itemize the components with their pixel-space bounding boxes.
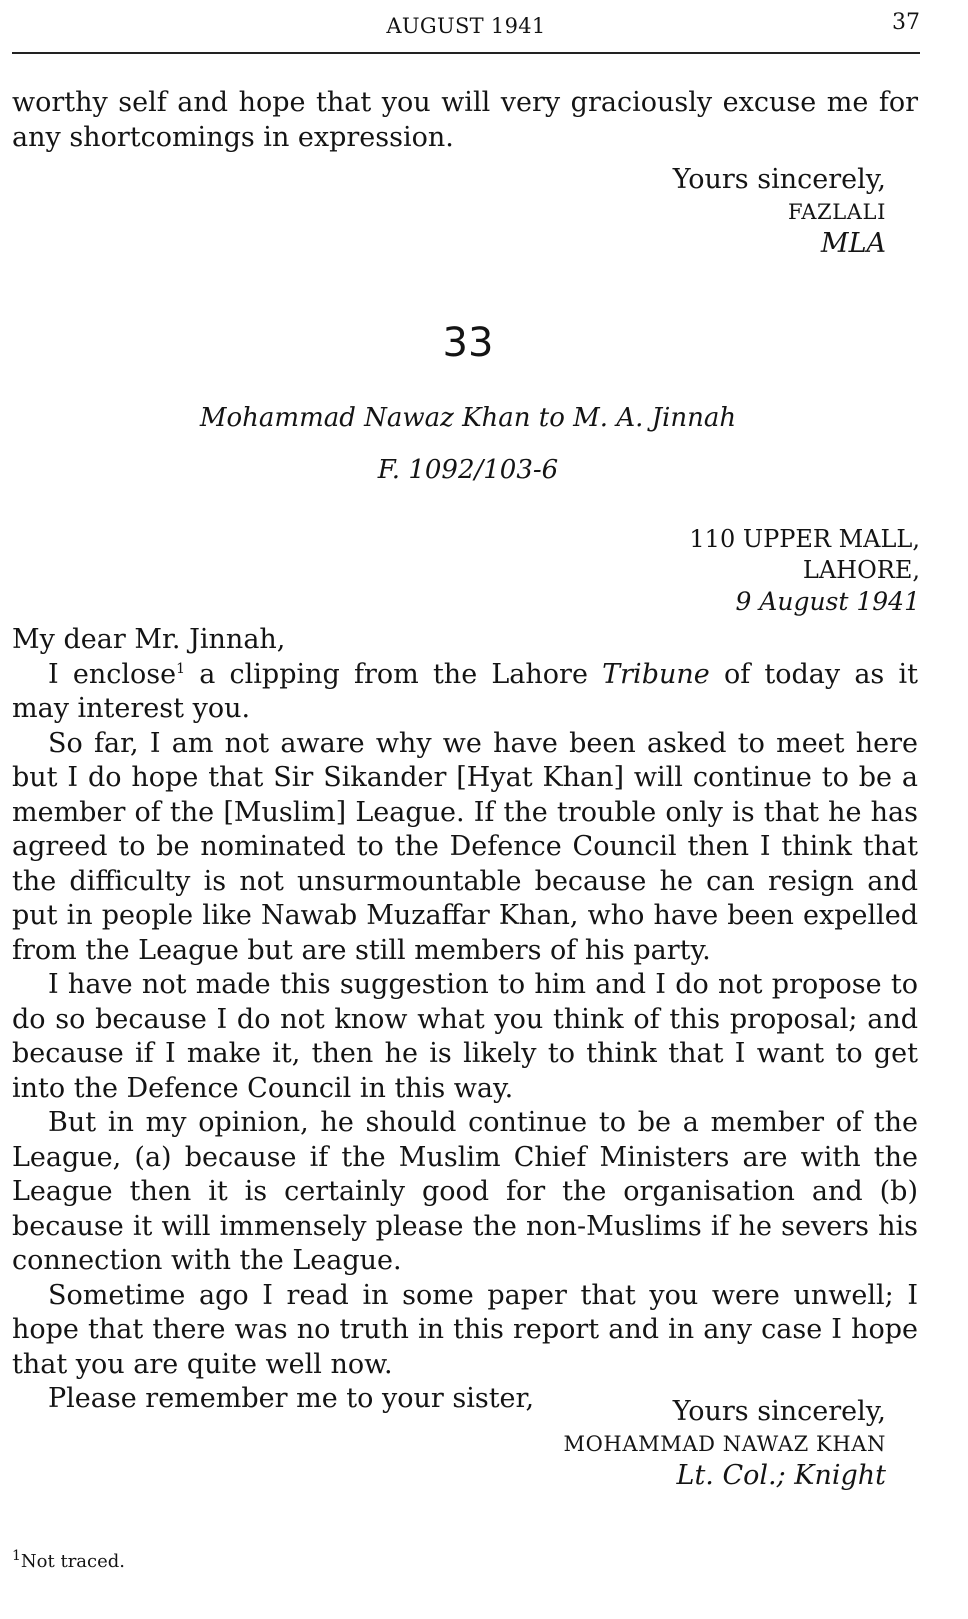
footnote-reference: 1	[176, 660, 186, 677]
newspaper-name: Tribune	[602, 658, 710, 690]
header-rule	[12, 52, 920, 54]
paragraph-4: But in my opinion, he should continue to be a member of the League, (a) because if the Muslim Chief Ministers are with the League then it is certainly good for the organisation and (b) because it will immensely please the non-Muslims if he severs his connection with the League.	[12, 1107, 918, 1276]
previous-designation: MLA	[820, 228, 886, 259]
previous-signatory: FAZLALI	[787, 200, 886, 224]
salutation: My dear Mr. Jinnah,	[12, 624, 286, 655]
running-head: AUGUST 1941	[386, 14, 546, 38]
previous-letter-closing-text: worthy self and hope that you will very graciously excuse me for any shortcomings in expression.	[12, 87, 918, 153]
footnote-text: Not traced.	[20, 1551, 126, 1572]
p1-mid: a clipping from the Lahore	[185, 658, 603, 690]
file-reference: F. 1092/103-6	[377, 455, 559, 485]
address-line-1: 110 UPPER MALL,	[689, 525, 920, 553]
document-number: 33	[442, 320, 494, 366]
footnote-mark: 1	[12, 1548, 21, 1564]
paragraph-2: So far, I am not aware why we have been asked to meet here but I do hope that Sir Sikander [Hyat Khan] will continue to be a member of the [Muslim] League. If the trouble only is that he has agreed to be nominated to the Defence Council then I think that the difficulty is not unsurmountable because he can resign and put in people like Nawab Muzaffar Khan, who have been expelled from the League but are still members of his party.	[12, 727, 918, 966]
paragraph-3: I have not made this suggestion to him and I do not propose to do so because I do not know what you think of this proposal; and because if I make it, then he is likely to think that I want to get into the Defence Council in this way.	[12, 969, 918, 1104]
paragraph-1	[12, 658, 918, 727]
p1-after: of today as it may interest you.	[12, 658, 918, 724]
previous-valediction: Yours sincerely,	[672, 164, 886, 195]
previous-letter-closing	[12, 86, 918, 155]
valediction: Yours sincerely,	[672, 1396, 886, 1427]
page-number: 37	[892, 10, 920, 35]
previous-letter-signature	[673, 164, 886, 259]
p1-before: I enclose	[48, 658, 177, 690]
footnote	[12, 1548, 126, 1572]
paragraph-6: Please remember me to your sister,	[48, 1383, 535, 1414]
sender-address	[689, 524, 920, 617]
page-header	[0, 10, 968, 44]
letter-signature	[564, 1396, 886, 1491]
designation: Lt. Col.; Knight	[676, 1460, 886, 1491]
letter-body	[12, 623, 918, 1417]
letter-date: 9 August 1941	[735, 587, 920, 616]
signatory: MOHAMMAD NAWAZ KHAN	[563, 1432, 886, 1456]
document-title: Mohammad Nawaz Khan to M. A. Jinnah	[199, 403, 737, 433]
address-line-2: LAHORE,	[802, 556, 920, 584]
paragraph-5: Sometime ago I read in some paper that you were unwell; I hope that there was no truth in this report and in any case I hope that you are quite well now.	[12, 1279, 918, 1380]
